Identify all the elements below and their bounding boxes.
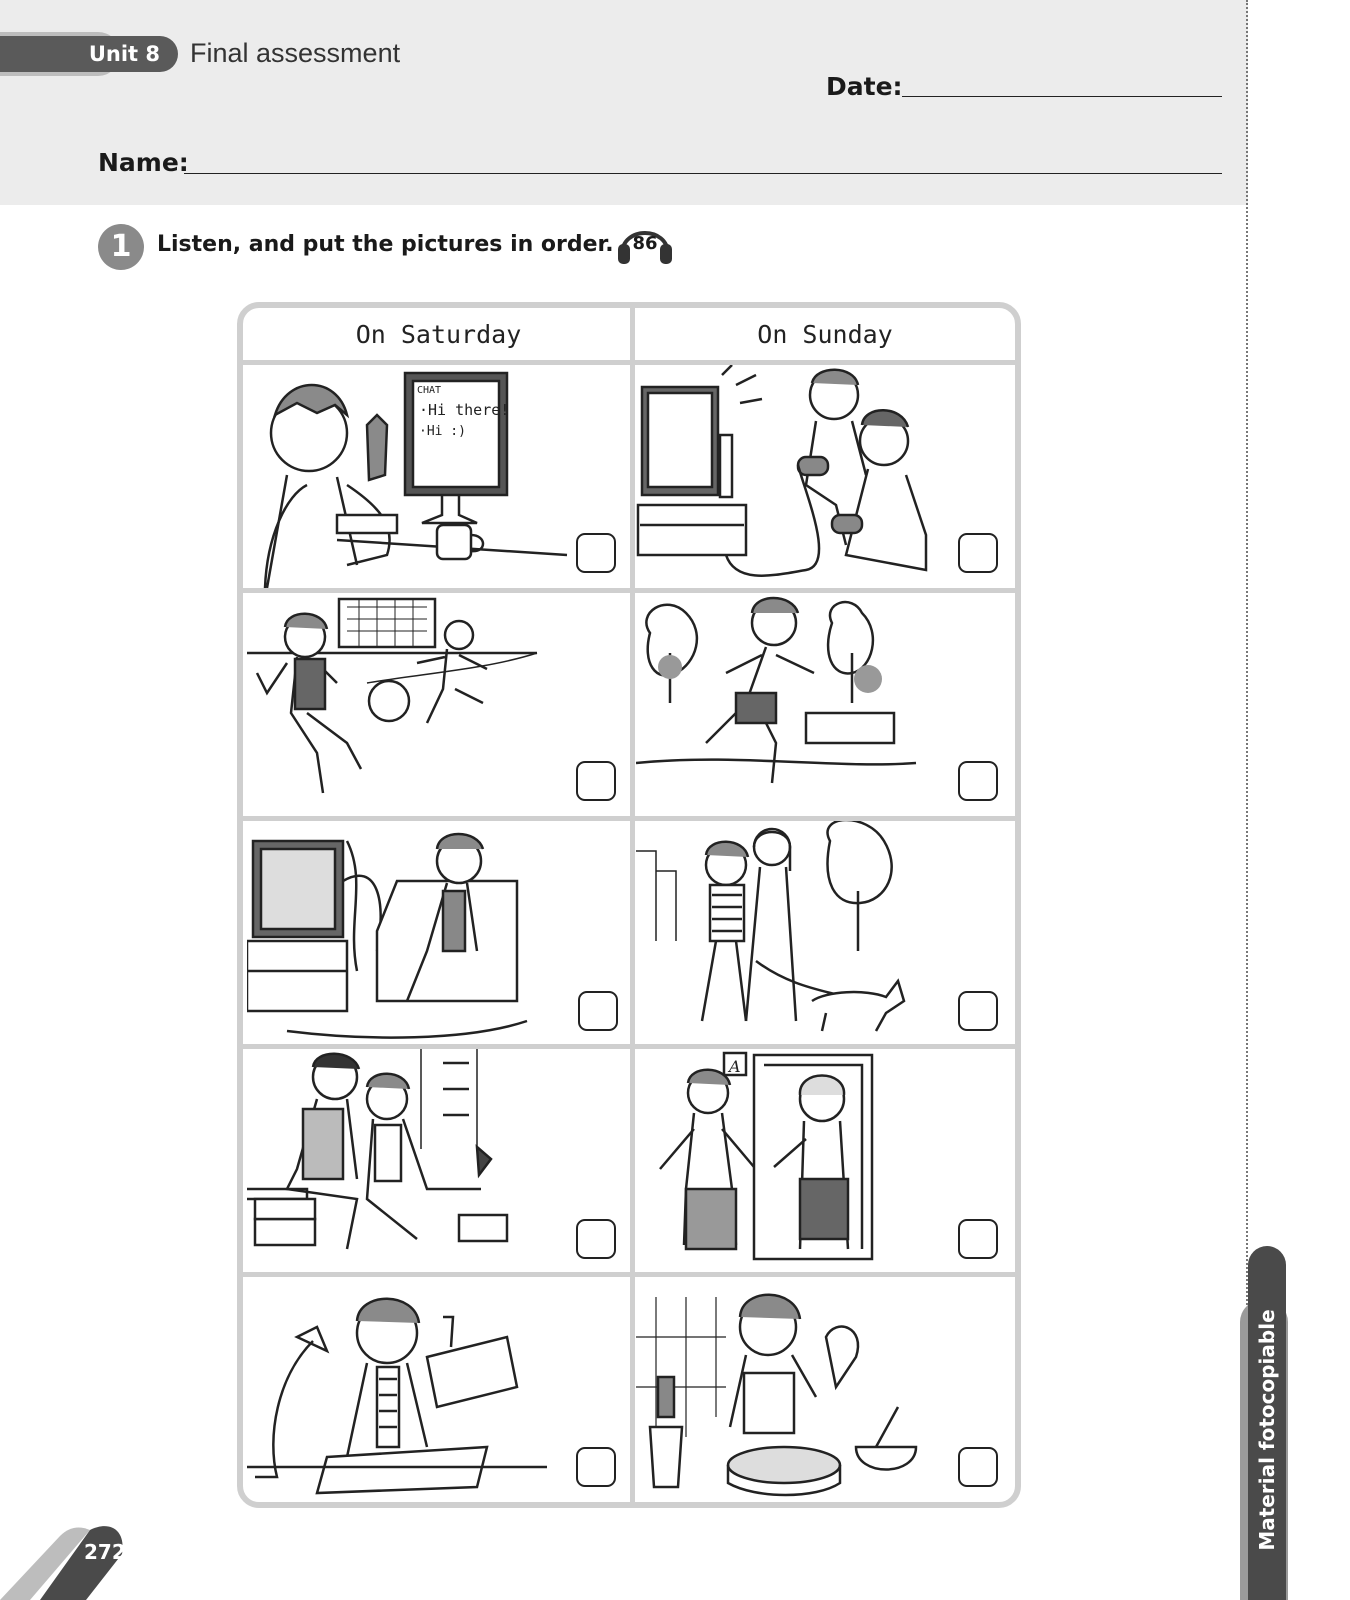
picture-walking-the-dog (636, 821, 1014, 1044)
chat-line: ·Hi :) (419, 424, 466, 439)
picture-baking-a-cake (636, 1277, 1014, 1502)
order-checkbox[interactable] (958, 533, 998, 573)
picture-buying-shoes (247, 1049, 630, 1272)
football-illustration (247, 593, 630, 816)
photocopiable-label: Material fotocopiable (1255, 1309, 1279, 1551)
shoe-shop-illustration (247, 1049, 630, 1272)
chat-line: ·Hi there! (419, 401, 510, 419)
order-checkbox[interactable] (578, 991, 618, 1031)
picture-visiting-grandmother (636, 1049, 1014, 1272)
unit-badge: Unit 8 (0, 36, 178, 72)
name-field[interactable] (184, 173, 1222, 174)
order-checkbox[interactable] (576, 1219, 616, 1259)
date-label: Date: (826, 72, 903, 101)
chatting-illustration (247, 365, 630, 588)
homework-illustration (247, 1277, 630, 1502)
door-sign: A (729, 1057, 741, 1076)
picture-playing-football (247, 593, 630, 816)
chat-window-title: CHAT (417, 385, 442, 396)
date-field[interactable] (902, 96, 1222, 97)
order-checkbox[interactable] (958, 1447, 998, 1487)
column-header-saturday: On Saturday (355, 320, 522, 349)
picture-chatting-on-computer (247, 365, 630, 588)
unit-subtitle: Final assessment (190, 38, 401, 68)
audio-track-number: 86 (632, 233, 658, 254)
picture-rollerblading-in-park (636, 593, 1014, 816)
picture-playing-video-games (636, 365, 1014, 588)
order-checkbox[interactable] (958, 1219, 998, 1259)
order-checkbox[interactable] (576, 533, 616, 573)
order-checkbox[interactable] (958, 991, 998, 1031)
exercise-instruction: Listen, and put the pictures in order. (157, 232, 614, 257)
watching-tv-illustration (247, 821, 630, 1044)
name-label: Name: (98, 148, 189, 177)
exercise-number: 1 (98, 224, 144, 270)
picture-doing-homework (247, 1277, 630, 1502)
order-checkbox[interactable] (576, 1447, 616, 1487)
order-checkbox[interactable] (576, 761, 616, 801)
page-number: 272 (84, 1540, 126, 1564)
picture-watching-tv (247, 821, 630, 1044)
column-divider (630, 308, 635, 1502)
order-checkbox[interactable] (958, 761, 998, 801)
column-header-sunday: On Sunday (757, 320, 893, 349)
